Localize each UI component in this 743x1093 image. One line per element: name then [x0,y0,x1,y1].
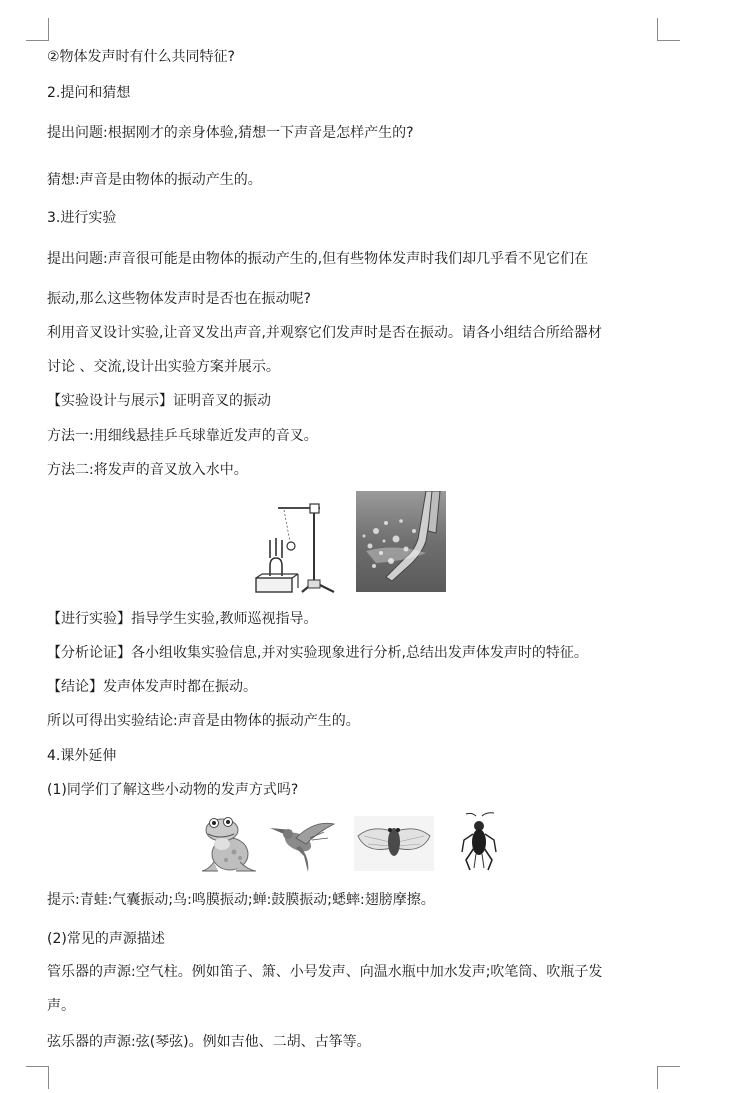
text-conduct-experiment: 【进行实验】指导学生实验,教师巡视指导。 [47,611,318,627]
text-wind-instrument-line1: 管乐器的声源:空气柱。例如笛子、箫、小号发声、向温水瓶中加水发声;吹笔筒、吹瓶子发 [47,964,603,980]
text-method-two: 方法二:将发声的音叉放入水中。 [47,462,248,478]
cricket-image [458,812,502,872]
text-sound-source-heading: (2)常见的声源描述 [47,931,165,947]
section-heading-extension: 4.课外延伸 [47,748,117,764]
tuning-fork-stand-figure [250,496,342,598]
text-animal-hint: 提示:青蛙:气囊振动;鸟:鸣膜振动;蝉:鼓膜振动;蟋蟀:翅膀摩擦。 [47,892,435,908]
bird-image [266,816,336,874]
section-heading-question-guess: 2.提问和猜想 [47,85,131,101]
text-question-animals: (1)同学们了解这些小动物的发声方式吗? [47,782,299,798]
page-corner-mark-top-left [26,18,49,41]
question-common-features: ②物体发声时有什么共同特征? [47,49,235,65]
text-guess: 猜想:声音是由物体的振动产生的。 [47,172,262,188]
text-raise-question-2-line2: 振动,那么这些物体发声时是否也在振动呢? [47,291,311,307]
text-string-instrument: 弦乐器的声源:弦(琴弦)。例如吉他、二胡、古筝等。 [47,1034,371,1050]
text-method-one: 方法一:用细线悬挂乒乓球靠近发声的音叉。 [47,428,318,444]
cicada-image [354,816,434,871]
text-so-conclusion: 所以可得出实验结论:声音是由物体的振动产生的。 [47,713,360,729]
page-corner-mark-bottom-left [26,1066,49,1089]
text-tuning-fork-design-line2: 讨论 、交流,设计出实验方案并展示。 [47,359,280,375]
section-heading-experiment: 3.进行实验 [47,210,117,226]
text-raise-question-2-line1: 提出问题:声音很可能是由物体的振动产生的,但有些物体发声时我们却几乎看不见它们在 [47,251,589,267]
tuning-fork-water-photo [356,491,446,592]
text-experiment-design: 【实验设计与展示】证明音叉的振动 [47,393,271,409]
text-raise-question-1: 提出问题:根据刚才的亲身体验,猜想一下声音是怎样产生的? [47,125,414,141]
page-corner-mark-bottom-right [657,1066,680,1089]
frog-image [200,814,258,874]
text-conclusion: 【结论】发声体发声时都在振动。 [47,679,257,695]
text-wind-instrument-line2: 声。 [47,998,75,1014]
page-corner-mark-top-right [657,18,680,41]
text-analysis: 【分析论证】各小组收集实验信息,并对实验现象进行分析,总结出发声体发声时的特征。 [47,645,588,661]
text-tuning-fork-design-line1: 利用音叉设计实验,让音叉发出声音,并观察它们发声时是否在振动。请各小组结合所给器材 [47,325,602,341]
